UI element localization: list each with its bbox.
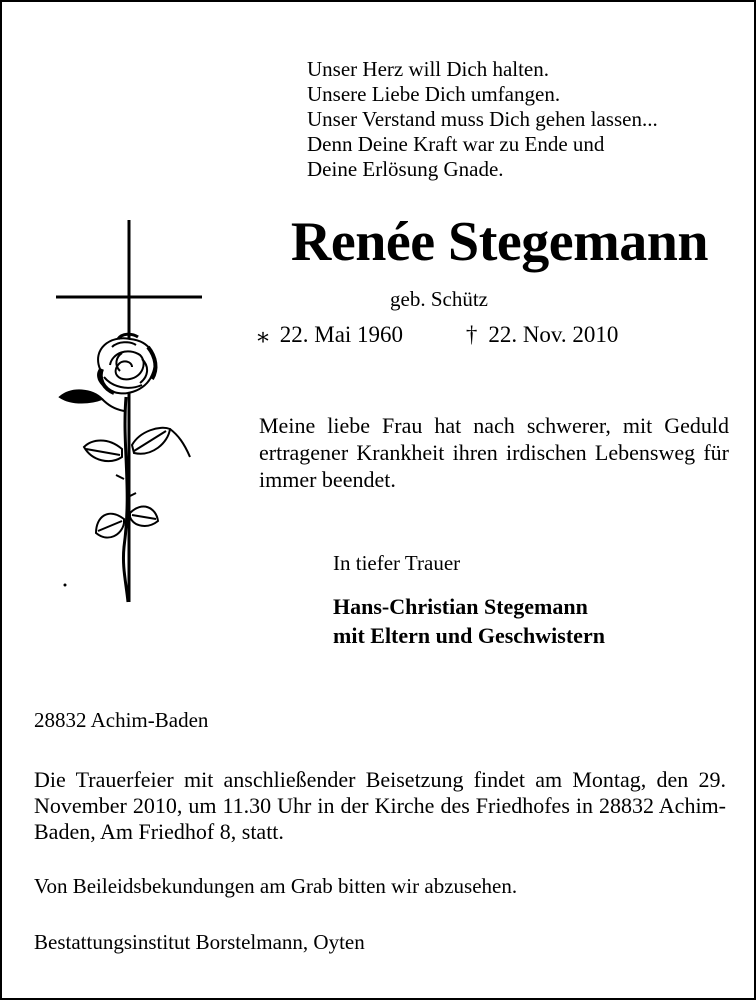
life-dates	[252, 322, 618, 348]
city: 28832 Achim-Baden	[34, 708, 209, 732]
cross-with-rose-icon	[52, 217, 202, 607]
death-date: 22. Nov. 2010	[488, 322, 619, 347]
funeral-info: Die Trauerfeier mit anschließender Beisetzung findet am Montag, den 29. November 2010, um 11.30 Uhr in der Kirche des Friedhofes in 28832 Achim-Baden, Am Friedhof 8, statt.	[34, 767, 726, 844]
cross-icon	[56, 220, 202, 602]
deceased-name: Renée Stegemann	[290, 211, 708, 273]
rose-icon	[60, 334, 190, 602]
birth-name: geb. Schütz	[390, 287, 488, 311]
poem-line: Deine Erlösung Gnade.	[307, 157, 504, 181]
mourners	[333, 592, 605, 650]
death-symbol-icon: †	[465, 322, 478, 347]
condolences-note: Von Beileidsbekundungen am Grab bitten wir abzusehen.	[34, 874, 518, 898]
poem	[307, 57, 658, 182]
mourner-name: mit Eltern und Geschwistern	[333, 623, 605, 648]
birth-date: 22. Mai 1960	[279, 322, 404, 347]
poem-line: Unsere Liebe Dich umfangen.	[307, 82, 561, 106]
mourner-name: Hans-Christian Stegemann	[333, 594, 588, 619]
birth-symbol-icon: ⁎	[257, 322, 269, 347]
poem-line: Unser Verstand muss Dich gehen lassen...	[307, 107, 658, 131]
mourning-intro: In tiefer Trauer	[333, 551, 461, 575]
poem-line: Unser Herz will Dich halten.	[307, 57, 550, 81]
poem-line: Denn Deine Kraft war zu Ende und	[307, 132, 605, 156]
condolence-message: Meine liebe Frau hat nach schwerer, mit Geduld ertragener Krankheit ihren irdischen Lebensweg für immer beendet.	[259, 413, 729, 492]
undertaker: Bestattungsinstitut Borstelmann, Oyten	[34, 930, 365, 954]
